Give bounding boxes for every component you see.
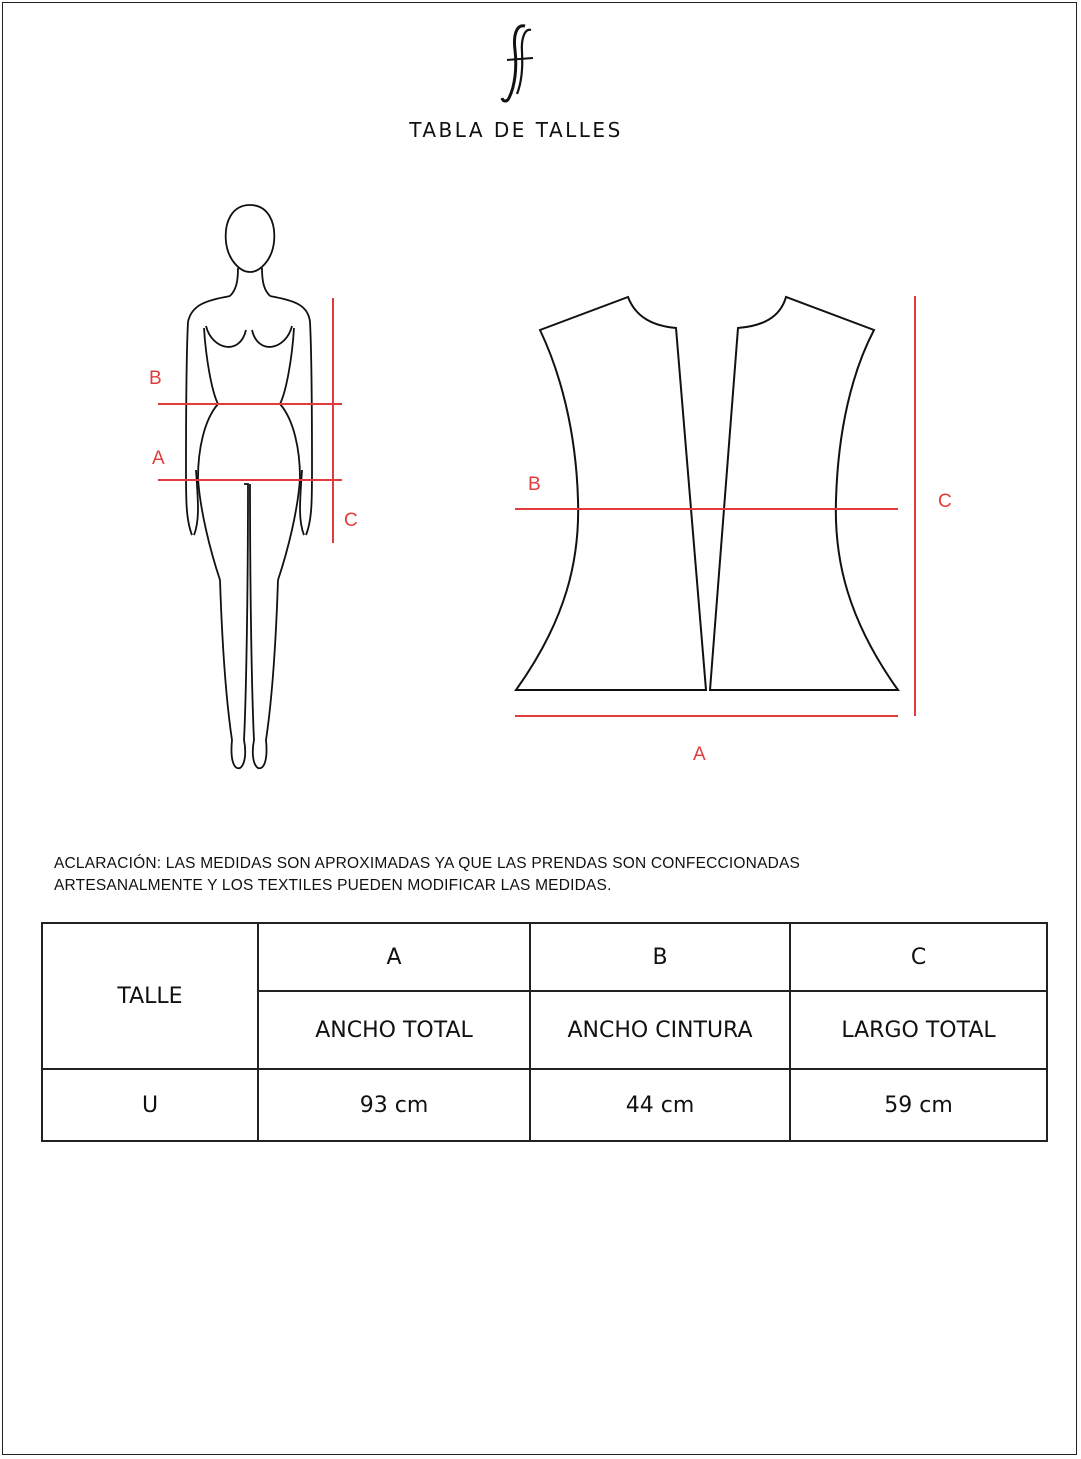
talle-header: TALLE [42, 923, 258, 1069]
table-header-row-letters [42, 923, 1047, 991]
row-value-b: 44 cm [530, 1069, 790, 1141]
column-letter-a: A [258, 923, 530, 991]
row-value-c: 59 cm [790, 1069, 1047, 1141]
row-talle: U [42, 1069, 258, 1141]
column-letter-b: B [530, 923, 790, 991]
body-label-a: A [152, 448, 165, 469]
column-name-b: ANCHO CINTURA [530, 991, 790, 1069]
column-name-a: ANCHO TOTAL [258, 991, 530, 1069]
column-letter-c: C [790, 923, 1047, 991]
row-value-a: 93 cm [258, 1069, 530, 1141]
garment-measure-lines [515, 296, 915, 716]
column-name-c: LARGO TOTAL [790, 991, 1047, 1069]
garment-outline [516, 297, 898, 690]
disclaimer-note [54, 853, 1014, 897]
size-table [41, 922, 1048, 1142]
page-title: TABLA DE TALLES [409, 118, 623, 142]
table-row [42, 1069, 1047, 1141]
disclaimer-line-1: ACLARACIÓN: LAS MEDIDAS SON APROXIMADAS YA QUE LAS PRENDAS SON CONFECCIONADAS [54, 855, 801, 872]
garment-label-c: C [938, 491, 952, 512]
garment-label-a: A [693, 744, 706, 765]
body-label-c: C [344, 510, 358, 531]
garment-label-b: B [528, 474, 541, 495]
body-figure [186, 205, 312, 768]
disclaimer-line-2: ARTESANALMENTE Y LOS TEXTILES PUEDEN MODIFICAR LAS MEDIDAS. [54, 877, 612, 894]
body-label-b: B [149, 368, 162, 389]
